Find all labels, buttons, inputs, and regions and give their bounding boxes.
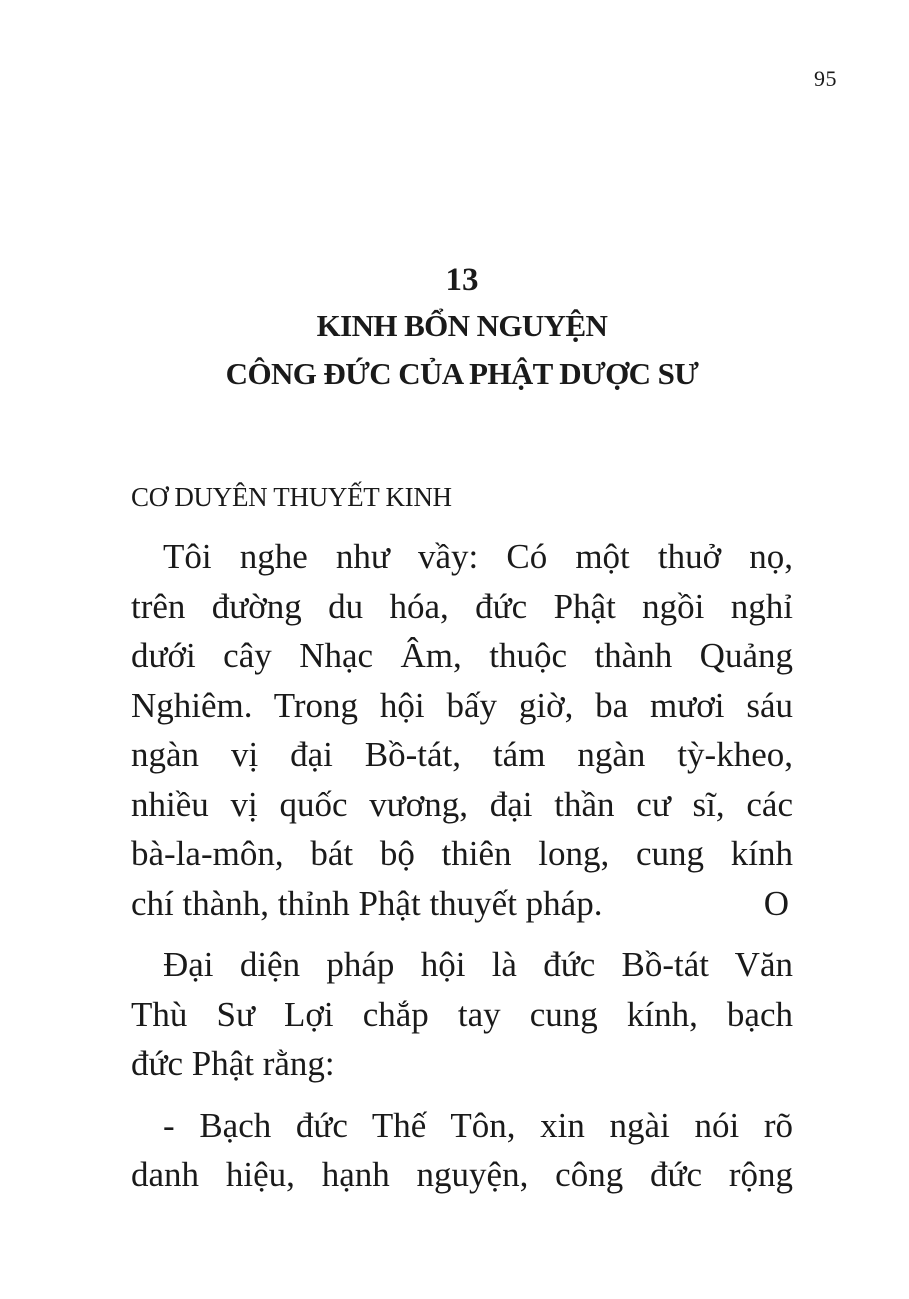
text-line: nhiều vị quốc vương, đại thần cư sĩ, các (131, 784, 793, 824)
text-line: Thù Sư Lợi chắp tay cung kính, bạch (131, 994, 793, 1034)
text-line: - Bạch đức Thế Tôn, xin ngài nói rõ (163, 1105, 793, 1145)
text-line: Tôi nghe như vầy: Có một thuở nọ, (163, 537, 793, 576)
text-line: danh hiệu, hạnh nguyện, công đức rộng (131, 1155, 793, 1194)
text-line: trên đường du hóa, đức Phật ngồi nghỉ (131, 586, 793, 626)
page-number: 95 (814, 66, 837, 91)
text-line: Nghiêm. Trong hội bấy giờ, ba mươi sáu (131, 685, 793, 725)
text-line-with-mark (131, 879, 793, 929)
chapter-title-line-1: KINH BỔN NGUYỆN (316, 308, 608, 343)
chapter-number: 13 (445, 262, 479, 298)
text-line: bà-la-môn, bát bộ thiên long, cung kính (131, 834, 793, 873)
text-line: ngàn vị đại Bồ-tát, tám ngàn tỳ-kheo, (131, 735, 793, 774)
chapter-title-line-2: CÔNG ĐỨC CỦA PHẬT DƯỢC SƯ (225, 356, 699, 391)
paragraph (131, 532, 793, 928)
text-line: chí thành, thỉnh Phật thuyết pháp. (131, 883, 603, 923)
text-line: dưới cây Nhạc Âm, thuộc thành Quảng (131, 636, 793, 675)
paragraph (131, 1101, 793, 1200)
chapter-header (130, 258, 794, 398)
section-heading: CƠ DUYÊN THUYẾT KINH (131, 482, 452, 512)
margin-mark: O (763, 883, 789, 923)
body-text (131, 532, 793, 1212)
text-line: đức Phật rằng: (131, 1044, 335, 1083)
paragraph (131, 940, 793, 1089)
text-line: Đại diện pháp hội là đức Bồ-tát Văn (163, 945, 793, 984)
